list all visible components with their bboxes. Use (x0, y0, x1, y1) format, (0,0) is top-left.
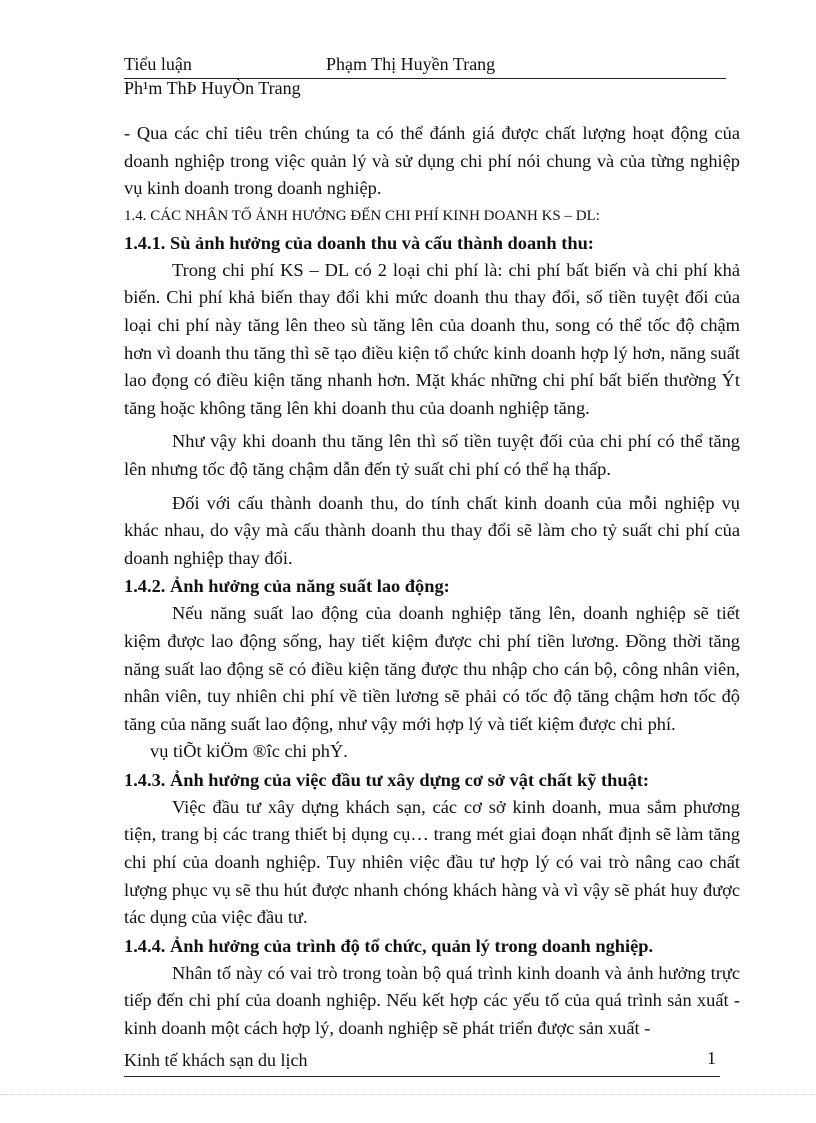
subsection-1-4-3-title: 1.4.3. Ảnh hưởng của việc đầu tư xây dựng cơ sở vật chất kỹ thuật: (124, 769, 650, 790)
page-footer (124, 1046, 720, 1077)
page-boundary (0, 1094, 816, 1095)
header-doc-type: Tiểu luận (124, 54, 192, 74)
header-author: Phạm Thị Huyền Trang (326, 54, 496, 74)
subsection-1-4-3-paragraph-1: Việc đầu tư xây dựng khách sạn, các cơ sở kinh doanh, mua sắm phương tiện, trang bị các trang thiết bị dụng cụ… trang mét giai đoạn nhất định sẽ làm tăng chi phí của doanh nghiệp. Tuy nhiên việc đầu tư hợp lý có vai trò nâng cao chất lượng phục vụ sẽ thu hút được nhanh chóng khách hàng và vì vậy sẽ phát huy được tác dụng của việc đầu tư. (124, 796, 740, 928)
page-header (124, 52, 726, 79)
document-body (124, 120, 740, 1043)
subsection-1-4-1-paragraph-1: Trong chi phí KS – DL có 2 loại chi phí là: chi phí bất biến và chi phí khả biến. Chi phí khả biến thay đổi khi mức doanh thu thay đổi, số tiền tuyệt đối của loại chi phí này tăng lên theo sù tăng lên của doanh thu, song có thể tốc độ chậm hơn vì doanh thu tăng thì sẽ tạo điều kiện tổ chức kinh doanh hợp lý hơn, năng suất lao đọng có điều kiện tăng nhanh hơn. Mặt khác những chi phí bất biến thường Ýt tăng hoặc không tăng lên khi doanh thu của doanh nghiệp tăng. (124, 259, 740, 418)
header-author-garbled: Ph¹m ThÞ HuyÒn Trang (124, 78, 301, 98)
subsection-1-4-2-title: 1.4.2. Ảnh hưởng của năng suất lao động: (124, 576, 450, 597)
subsection-1-4-2-paragraph-1: Nếu năng suất lao động của doanh nghiệp tăng lên, doanh nghiệp sẽ tiết kiệm được lao động sống, hay tiết kiệm được chi phí tiền lương. Đồng thời tăng năng suất lao động sẽ có điều kiện tăng được thu nhập cho cán bộ, công nhân viên, nhân viên, tuy nhiên chi phí về tiền lương sẽ phải có tốc độ tăng chậm hơn tốc độ tăng của năng suất lao động, như vậy mới hợp lý và tiết kiệm được chi phí. (124, 603, 740, 734)
subsection-1-4-1-title: 1.4.1. Sù ảnh hưởng của doanh thu và cấu thành doanh thu: (124, 232, 594, 253)
subsection-1-4-4-paragraph-1: Nhân tố này có vai trò trong toàn bộ quá trình kinh doanh và ảnh hưởng trực tiếp đến chi phí của doanh nghiệp. Nếu kết hợp các yếu tố của quá trình sản xuất - kinh doanh một cách hợp lý, doanh nghiệp sẽ phát triển được sản xuất - (124, 962, 740, 1039)
subsection-1-4-2-garbled-line: vụ tiÕt kiÖm ®îc chi phÝ. (150, 741, 348, 762)
section-heading: 1.4. CÁC NHÂN TỐ ẢNH HƯỞNG ĐẾN CHI PHÍ KINH DOANH KS – DL: (124, 207, 600, 224)
intro-paragraph: - Qua các chỉ tiêu trên chúng ta có thể đánh giá được chất lượng hoạt động của doanh nghiệp trong việc quản lý và sử dụng chi phí nói chung và của từng nghiệp vụ kinh doanh trong doanh nghiệp. (124, 123, 740, 199)
subsection-1-4-4-title: 1.4.4. Ảnh hưởng của trình độ tổ chức, quản lý trong doanh nghiệp. (124, 935, 654, 956)
page-number: 1 (707, 1048, 716, 1068)
subsection-1-4-1-paragraph-3: Đối với cấu thành doanh thu, do tính chất kinh doanh của mỗi nghiệp vụ khác nhau, do vậy mà cấu thành doanh thu thay đổi sẽ làm cho tỷ suất chi phí của doanh nghiệp thay đổi. (124, 492, 740, 568)
footer-title: Kinh tế khách sạn du lịch (124, 1050, 308, 1070)
subsection-1-4-1-paragraph-2: Như vậy khi doanh thu tăng lên thì số tiền tuyệt đối của chi phí có thể tăng lên nhưng tốc độ tăng chậm dẫn đến tỷ suất chi phí có thể hạ thấp. (124, 431, 740, 479)
